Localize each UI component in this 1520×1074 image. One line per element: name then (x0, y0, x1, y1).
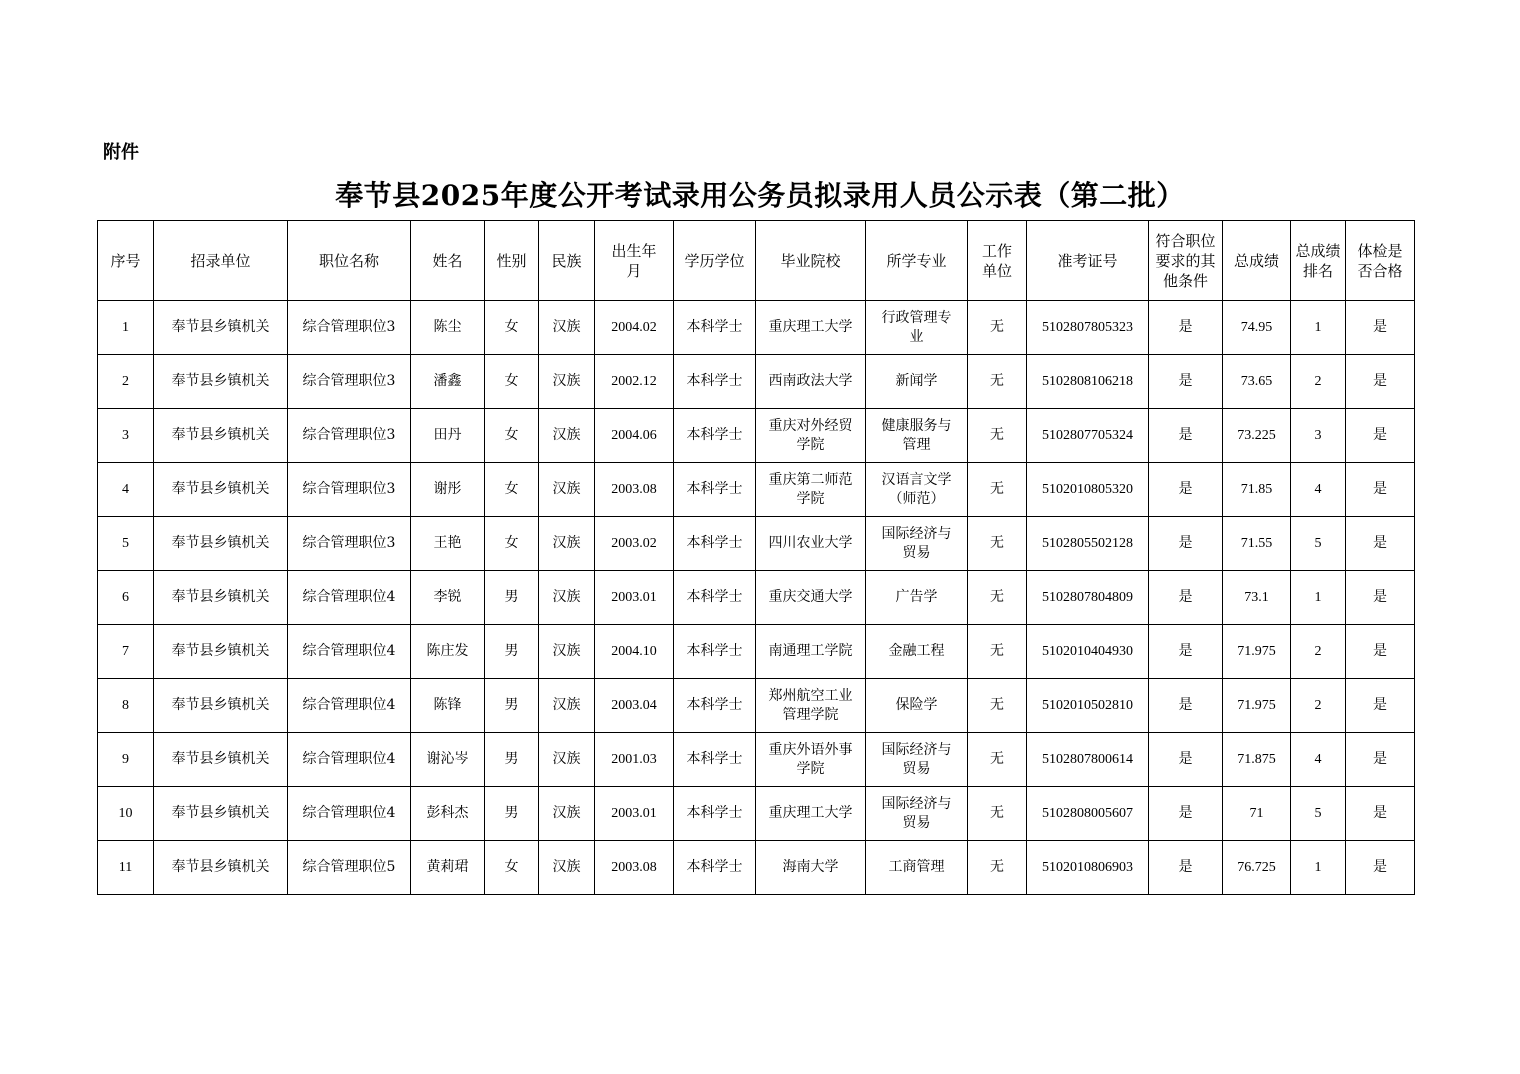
cell-ethnicity: 汉族 (539, 841, 595, 895)
cell-position: 综合管理职位4 (288, 787, 411, 841)
cell-major: 行政管理专业 (866, 301, 968, 355)
cell-school: 海南大学 (756, 841, 866, 895)
cell-total-score: 71.55 (1223, 517, 1291, 571)
cell-employer: 无 (968, 571, 1027, 625)
cell-position: 综合管理职位4 (288, 679, 411, 733)
cell-total-score: 71.875 (1223, 733, 1291, 787)
cell-name: 王艳 (411, 517, 485, 571)
cell-total-score: 73.1 (1223, 571, 1291, 625)
cell-degree: 本科学士 (674, 301, 756, 355)
cell-gender: 男 (485, 733, 539, 787)
cell-employer: 无 (968, 679, 1027, 733)
table-row (98, 301, 1415, 355)
cell-total-score: 76.725 (1223, 841, 1291, 895)
cell-unit: 奉节县乡镇机关 (154, 301, 288, 355)
cell-degree: 本科学士 (674, 409, 756, 463)
cell-degree: 本科学士 (674, 841, 756, 895)
cell-major: 国际经济与贸易 (866, 787, 968, 841)
cell-degree: 本科学士 (674, 355, 756, 409)
cell-exam-id: 5102805502128 (1027, 517, 1149, 571)
cell-school: 重庆外语外事学院 (756, 733, 866, 787)
cell-name: 潘鑫 (411, 355, 485, 409)
cell-gender: 女 (485, 355, 539, 409)
cell-medical: 是 (1346, 355, 1415, 409)
cell-other-conditions: 是 (1149, 787, 1223, 841)
cell-unit: 奉节县乡镇机关 (154, 841, 288, 895)
cell-ethnicity: 汉族 (539, 679, 595, 733)
cell-ethnicity: 汉族 (539, 625, 595, 679)
cell-name: 彭科杰 (411, 787, 485, 841)
cell-other-conditions: 是 (1149, 301, 1223, 355)
cell-ethnicity: 汉族 (539, 571, 595, 625)
cell-index: 8 (98, 679, 154, 733)
table-row (98, 517, 1415, 571)
cell-position: 综合管理职位4 (288, 733, 411, 787)
cell-major: 工商管理 (866, 841, 968, 895)
cell-rank: 2 (1291, 355, 1346, 409)
cell-unit: 奉节县乡镇机关 (154, 787, 288, 841)
page-title: 奉节县2025年度公开考试录用公务员拟录用人员公示表（第二批） (335, 179, 1185, 212)
cell-rank: 1 (1291, 841, 1346, 895)
cell-position: 综合管理职位3 (288, 355, 411, 409)
attachment-label: 附件 (103, 142, 139, 163)
cell-index: 10 (98, 787, 154, 841)
cell-unit: 奉节县乡镇机关 (154, 409, 288, 463)
cell-birth: 2004.06 (595, 409, 674, 463)
table-row (98, 571, 1415, 625)
cell-index: 9 (98, 733, 154, 787)
cell-degree: 本科学士 (674, 787, 756, 841)
cell-school: 郑州航空工业管理学院 (756, 679, 866, 733)
cell-ethnicity: 汉族 (539, 463, 595, 517)
col-header-exam-id: 准考证号 (1027, 221, 1149, 301)
cell-exam-id: 5102807705324 (1027, 409, 1149, 463)
cell-other-conditions: 是 (1149, 409, 1223, 463)
cell-birth: 2003.02 (595, 517, 674, 571)
cell-index: 7 (98, 625, 154, 679)
cell-medical: 是 (1346, 733, 1415, 787)
cell-birth: 2002.12 (595, 355, 674, 409)
cell-unit: 奉节县乡镇机关 (154, 355, 288, 409)
cell-gender: 女 (485, 517, 539, 571)
cell-gender: 男 (485, 679, 539, 733)
cell-index: 2 (98, 355, 154, 409)
cell-total-score: 71 (1223, 787, 1291, 841)
cell-birth: 2003.01 (595, 787, 674, 841)
candidate-table (97, 220, 1415, 895)
cell-index: 1 (98, 301, 154, 355)
cell-major: 广告学 (866, 571, 968, 625)
cell-gender: 男 (485, 571, 539, 625)
col-header-ethnicity: 民族 (539, 221, 595, 301)
cell-gender: 女 (485, 409, 539, 463)
cell-total-score: 71.975 (1223, 679, 1291, 733)
cell-major: 新闻学 (866, 355, 968, 409)
table-row (98, 409, 1415, 463)
table-row (98, 787, 1415, 841)
cell-degree: 本科学士 (674, 517, 756, 571)
cell-degree: 本科学士 (674, 463, 756, 517)
cell-index: 6 (98, 571, 154, 625)
cell-name: 李锐 (411, 571, 485, 625)
cell-medical: 是 (1346, 463, 1415, 517)
cell-name: 陈尘 (411, 301, 485, 355)
cell-employer: 无 (968, 409, 1027, 463)
cell-unit: 奉节县乡镇机关 (154, 625, 288, 679)
cell-birth: 2003.01 (595, 571, 674, 625)
cell-rank: 4 (1291, 463, 1346, 517)
cell-total-score: 73.65 (1223, 355, 1291, 409)
cell-name: 谢沁岑 (411, 733, 485, 787)
cell-unit: 奉节县乡镇机关 (154, 679, 288, 733)
table-row (98, 625, 1415, 679)
cell-rank: 5 (1291, 787, 1346, 841)
col-header-major: 所学专业 (866, 221, 968, 301)
cell-employer: 无 (968, 301, 1027, 355)
cell-birth: 2004.02 (595, 301, 674, 355)
cell-ethnicity: 汉族 (539, 733, 595, 787)
col-header-birth: 出生年月 (595, 221, 674, 301)
cell-exam-id: 5102010805320 (1027, 463, 1149, 517)
col-header-index: 序号 (98, 221, 154, 301)
cell-ethnicity: 汉族 (539, 787, 595, 841)
cell-birth: 2004.10 (595, 625, 674, 679)
cell-employer: 无 (968, 841, 1027, 895)
cell-employer: 无 (968, 733, 1027, 787)
table-row (98, 355, 1415, 409)
cell-rank: 3 (1291, 409, 1346, 463)
cell-major: 健康服务与管理 (866, 409, 968, 463)
cell-school: 重庆理工大学 (756, 301, 866, 355)
cell-other-conditions: 是 (1149, 571, 1223, 625)
cell-total-score: 71.85 (1223, 463, 1291, 517)
cell-ethnicity: 汉族 (539, 301, 595, 355)
cell-medical: 是 (1346, 571, 1415, 625)
cell-degree: 本科学士 (674, 571, 756, 625)
table-row (98, 679, 1415, 733)
cell-unit: 奉节县乡镇机关 (154, 571, 288, 625)
cell-gender: 女 (485, 841, 539, 895)
cell-total-score: 71.975 (1223, 625, 1291, 679)
cell-position: 综合管理职位3 (288, 517, 411, 571)
cell-index: 5 (98, 517, 154, 571)
cell-name: 田丹 (411, 409, 485, 463)
cell-exam-id: 5102808005607 (1027, 787, 1149, 841)
cell-degree: 本科学士 (674, 625, 756, 679)
cell-exam-id: 5102807804809 (1027, 571, 1149, 625)
cell-other-conditions: 是 (1149, 733, 1223, 787)
cell-name: 谢彤 (411, 463, 485, 517)
cell-school: 四川农业大学 (756, 517, 866, 571)
cell-major: 国际经济与贸易 (866, 517, 968, 571)
cell-position: 综合管理职位4 (288, 625, 411, 679)
col-header-school: 毕业院校 (756, 221, 866, 301)
cell-school: 重庆第二师范学院 (756, 463, 866, 517)
col-header-other-conditions: 符合职位要求的其他条件 (1149, 221, 1223, 301)
col-header-medical: 体检是否合格 (1346, 221, 1415, 301)
cell-ethnicity: 汉族 (539, 355, 595, 409)
cell-medical: 是 (1346, 409, 1415, 463)
cell-other-conditions: 是 (1149, 679, 1223, 733)
cell-name: 陈庄发 (411, 625, 485, 679)
cell-employer: 无 (968, 787, 1027, 841)
cell-exam-id: 5102807800614 (1027, 733, 1149, 787)
cell-exam-id: 5102010806903 (1027, 841, 1149, 895)
cell-major: 汉语言文学（师范） (866, 463, 968, 517)
cell-rank: 2 (1291, 679, 1346, 733)
cell-birth: 2001.03 (595, 733, 674, 787)
table-row (98, 463, 1415, 517)
cell-position: 综合管理职位3 (288, 301, 411, 355)
cell-medical: 是 (1346, 679, 1415, 733)
cell-medical: 是 (1346, 301, 1415, 355)
col-header-rank: 总成绩排名 (1291, 221, 1346, 301)
cell-other-conditions: 是 (1149, 517, 1223, 571)
cell-employer: 无 (968, 625, 1027, 679)
cell-unit: 奉节县乡镇机关 (154, 517, 288, 571)
cell-rank: 1 (1291, 571, 1346, 625)
cell-other-conditions: 是 (1149, 625, 1223, 679)
cell-major: 金融工程 (866, 625, 968, 679)
col-header-position: 职位名称 (288, 221, 411, 301)
cell-ethnicity: 汉族 (539, 517, 595, 571)
table-row (98, 841, 1415, 895)
cell-major: 保险学 (866, 679, 968, 733)
cell-other-conditions: 是 (1149, 841, 1223, 895)
cell-birth: 2003.04 (595, 679, 674, 733)
cell-position: 综合管理职位5 (288, 841, 411, 895)
cell-index: 11 (98, 841, 154, 895)
col-header-employer: 工作单位 (968, 221, 1027, 301)
cell-ethnicity: 汉族 (539, 409, 595, 463)
cell-exam-id: 5102010502810 (1027, 679, 1149, 733)
cell-exam-id: 5102807805323 (1027, 301, 1149, 355)
cell-rank: 5 (1291, 517, 1346, 571)
cell-school: 西南政法大学 (756, 355, 866, 409)
cell-other-conditions: 是 (1149, 463, 1223, 517)
cell-name: 陈锋 (411, 679, 485, 733)
cell-rank: 2 (1291, 625, 1346, 679)
cell-position: 综合管理职位4 (288, 571, 411, 625)
cell-birth: 2003.08 (595, 463, 674, 517)
cell-position: 综合管理职位3 (288, 409, 411, 463)
cell-employer: 无 (968, 517, 1027, 571)
cell-index: 3 (98, 409, 154, 463)
cell-employer: 无 (968, 355, 1027, 409)
table-header-row (98, 221, 1415, 301)
cell-name: 黄莉珺 (411, 841, 485, 895)
cell-gender: 女 (485, 463, 539, 517)
col-header-gender: 性别 (485, 221, 539, 301)
cell-medical: 是 (1346, 787, 1415, 841)
cell-gender: 男 (485, 787, 539, 841)
cell-total-score: 74.95 (1223, 301, 1291, 355)
table-row (98, 733, 1415, 787)
cell-birth: 2003.08 (595, 841, 674, 895)
col-header-degree: 学历学位 (674, 221, 756, 301)
cell-major: 国际经济与贸易 (866, 733, 968, 787)
cell-unit: 奉节县乡镇机关 (154, 463, 288, 517)
cell-school: 重庆对外经贸学院 (756, 409, 866, 463)
cell-medical: 是 (1346, 841, 1415, 895)
cell-gender: 女 (485, 301, 539, 355)
cell-exam-id: 5102010404930 (1027, 625, 1149, 679)
cell-school: 重庆理工大学 (756, 787, 866, 841)
cell-school: 重庆交通大学 (756, 571, 866, 625)
col-header-name: 姓名 (411, 221, 485, 301)
cell-unit: 奉节县乡镇机关 (154, 733, 288, 787)
cell-medical: 是 (1346, 625, 1415, 679)
cell-school: 南通理工学院 (756, 625, 866, 679)
cell-position: 综合管理职位3 (288, 463, 411, 517)
cell-exam-id: 5102808106218 (1027, 355, 1149, 409)
cell-index: 4 (98, 463, 154, 517)
cell-medical: 是 (1346, 517, 1415, 571)
col-header-total-score: 总成绩 (1223, 221, 1291, 301)
cell-degree: 本科学士 (674, 733, 756, 787)
cell-gender: 男 (485, 625, 539, 679)
cell-rank: 1 (1291, 301, 1346, 355)
cell-employer: 无 (968, 463, 1027, 517)
cell-degree: 本科学士 (674, 679, 756, 733)
cell-rank: 4 (1291, 733, 1346, 787)
cell-other-conditions: 是 (1149, 355, 1223, 409)
cell-total-score: 73.225 (1223, 409, 1291, 463)
col-header-unit: 招录单位 (154, 221, 288, 301)
